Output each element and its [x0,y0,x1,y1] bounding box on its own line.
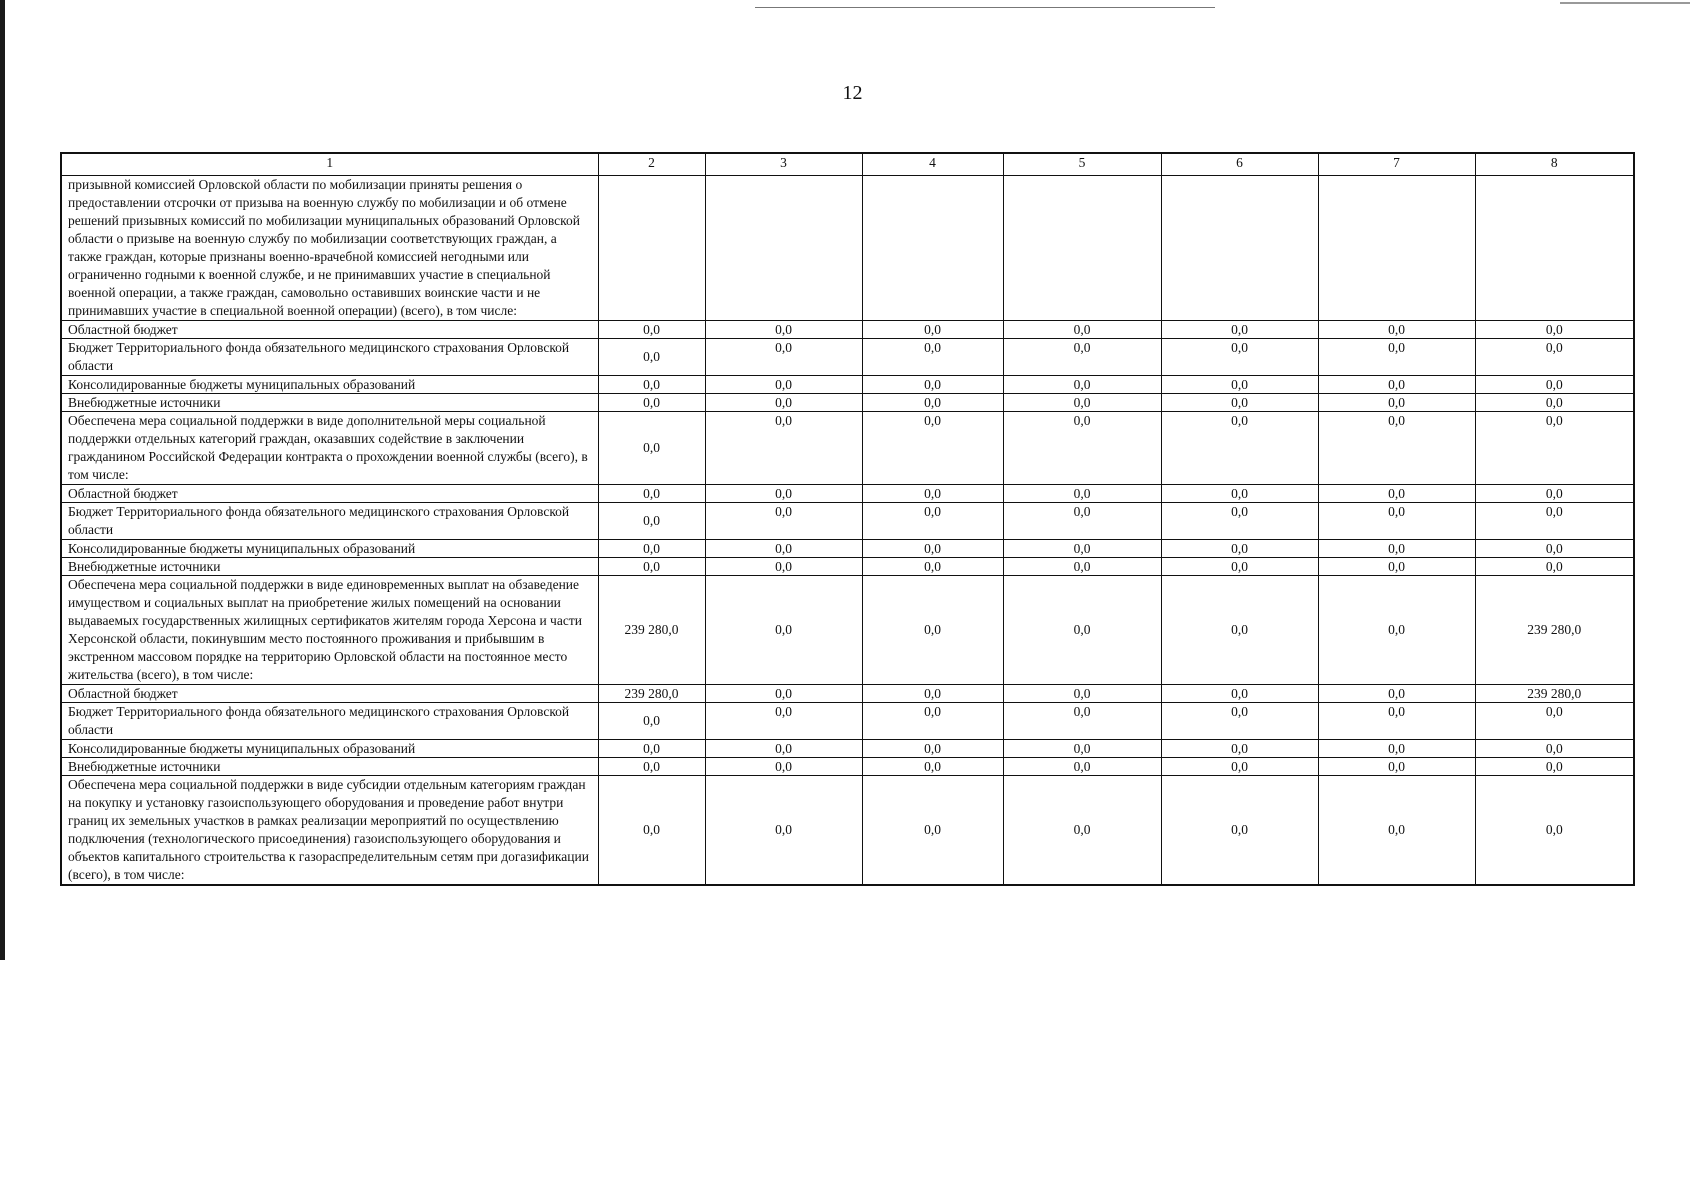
value-cell-col-5: 0,0 [1003,558,1161,576]
value-cell-col-8: 0,0 [1475,776,1634,886]
value-cell-col-4: 0,0 [862,740,1003,758]
table-row [61,558,1634,576]
value-cell-col-4: 0,0 [862,412,1003,485]
value-cell-col-8: 0,0 [1475,485,1634,503]
value-cell-col-8: 0,0 [1475,394,1634,412]
table-row [61,176,1634,321]
value-cell-col-2: 0,0 [598,376,705,394]
value-cell-col-2: 0,0 [598,758,705,776]
value-cell-col-4: 0,0 [862,558,1003,576]
table-row [61,685,1634,703]
value-cell-col-4: 0,0 [862,758,1003,776]
value-cell-col-6: 0,0 [1161,394,1318,412]
value-cell-col-4: 0,0 [862,321,1003,339]
table-body [61,176,1634,886]
value-cell-col-6: 0,0 [1161,339,1318,376]
value-cell-col-3: 0,0 [705,503,862,540]
value-cell-col-6: 0,0 [1161,558,1318,576]
value-cell-col-4: 0,0 [862,576,1003,685]
value-cell-col-6: 0,0 [1161,412,1318,485]
value-cell-col-8: 0,0 [1475,540,1634,558]
value-cell-col-5: 0,0 [1003,485,1161,503]
value-cell-col-2 [598,176,705,321]
row-description: Консолидированные бюджеты муниципальных образований [61,740,598,758]
table-row [61,394,1634,412]
value-cell-col-8: 0,0 [1475,376,1634,394]
value-cell-col-8: 239 280,0 [1475,576,1634,685]
row-description: Внебюджетные источники [61,558,598,576]
value-cell-col-5: 0,0 [1003,321,1161,339]
value-cell-col-4: 0,0 [862,376,1003,394]
value-cell-col-3: 0,0 [705,685,862,703]
value-cell-col-7: 0,0 [1318,412,1475,485]
value-cell-col-5: 0,0 [1003,576,1161,685]
table-row [61,503,1634,540]
value-cell-col-4: 0,0 [862,776,1003,886]
value-cell-col-2: 0,0 [598,776,705,886]
value-cell-col-3: 0,0 [705,321,862,339]
row-description: Областной бюджет [61,685,598,703]
value-cell-col-6 [1161,176,1318,321]
value-cell-col-3: 0,0 [705,558,862,576]
value-cell-col-8: 0,0 [1475,740,1634,758]
value-cell-col-4: 0,0 [862,540,1003,558]
row-description: Обеспечена мера социальной поддержки в виде дополнительной меры социальной поддержки отдельных категорий граждан, оказавших содействие в заключении гражданином Российской Федерации контракта о прохождении военной службы (всего), в том числе: [61,412,598,485]
value-cell-col-8: 0,0 [1475,758,1634,776]
value-cell-col-3: 0,0 [705,540,862,558]
value-cell-col-8: 0,0 [1475,321,1634,339]
value-cell-col-2: 239 280,0 [598,685,705,703]
value-cell-col-7: 0,0 [1318,576,1475,685]
row-description: Обеспечена мера социальной поддержки в виде субсидии отдельным категориям граждан на покупку и установку газоиспользующего оборудования и проведение работ внутри границ их земельных участков в рамках реализации мероприятий по осуществлению подключения (технологического присоединения) газоиспользующего оборудования и объектов капитального строительства к газораспределительным сетям при догазификации (всего), в том числе: [61,776,598,886]
value-cell-col-7: 0,0 [1318,376,1475,394]
value-cell-col-5: 0,0 [1003,376,1161,394]
budget-table [60,152,1635,886]
value-cell-col-7: 0,0 [1318,558,1475,576]
value-cell-col-6: 0,0 [1161,703,1318,740]
value-cell-col-2: 0,0 [598,703,705,740]
value-cell-col-7: 0,0 [1318,540,1475,558]
value-cell-col-3 [705,176,862,321]
value-cell-col-8: 0,0 [1475,503,1634,540]
table-row [61,376,1634,394]
value-cell-col-3: 0,0 [705,576,862,685]
value-cell-col-6: 0,0 [1161,540,1318,558]
table-row [61,703,1634,740]
value-cell-col-2: 0,0 [598,503,705,540]
row-description: призывной комиссией Орловской области по мобилизации приняты решения о предоставлении отсрочки от призыва на военную службу по мобилизации и об отмене решений призывных комиссий по мобилизации муниципальных образований Орловской области о призыве на военную службу по мобилизации соответствующих граждан, а также граждан, которые признаны военно-врачебной комиссией негодными или ограниченно годными к военной службе, и не принимавших участие в специальной военной операции, а также граждан, самовольно оставивших воинские части и не принимавших участие в специальной военной операции) (всего), в том числе: [61,176,598,321]
value-cell-col-5: 0,0 [1003,758,1161,776]
table-row [61,576,1634,685]
row-description: Консолидированные бюджеты муниципальных образований [61,540,598,558]
value-cell-col-5: 0,0 [1003,740,1161,758]
value-cell-col-7: 0,0 [1318,758,1475,776]
table-row [61,758,1634,776]
column-header: 6 [1161,153,1318,176]
value-cell-col-5: 0,0 [1003,703,1161,740]
column-header: 7 [1318,153,1475,176]
value-cell-col-3: 0,0 [705,412,862,485]
row-description: Бюджет Территориального фонда обязательного медицинского страхования Орловской области [61,503,598,540]
value-cell-col-2: 0,0 [598,540,705,558]
value-cell-col-8: 0,0 [1475,339,1634,376]
value-cell-col-5 [1003,176,1161,321]
value-cell-col-5: 0,0 [1003,685,1161,703]
value-cell-col-3: 0,0 [705,776,862,886]
value-cell-col-7: 0,0 [1318,740,1475,758]
value-cell-col-4: 0,0 [862,394,1003,412]
value-cell-col-2: 0,0 [598,412,705,485]
column-number-row [61,153,1634,176]
scan-top-line-right [1560,2,1690,4]
value-cell-col-2: 0,0 [598,394,705,412]
table-row [61,321,1634,339]
value-cell-col-5: 0,0 [1003,503,1161,540]
value-cell-col-3: 0,0 [705,740,862,758]
value-cell-col-6: 0,0 [1161,576,1318,685]
value-cell-col-2: 0,0 [598,740,705,758]
column-header: 5 [1003,153,1161,176]
value-cell-col-4: 0,0 [862,703,1003,740]
row-description: Бюджет Территориального фонда обязательного медицинского страхования Орловской области [61,703,598,740]
row-description: Внебюджетные источники [61,394,598,412]
value-cell-col-8: 0,0 [1475,558,1634,576]
table-row [61,776,1634,886]
value-cell-col-3: 0,0 [705,485,862,503]
value-cell-col-6: 0,0 [1161,376,1318,394]
row-description: Внебюджетные источники [61,758,598,776]
column-header: 1 [61,153,598,176]
value-cell-col-7: 0,0 [1318,394,1475,412]
table-row [61,339,1634,376]
table-row [61,485,1634,503]
value-cell-col-5: 0,0 [1003,412,1161,485]
column-header: 2 [598,153,705,176]
value-cell-col-5: 0,0 [1003,776,1161,886]
value-cell-col-3: 0,0 [705,376,862,394]
value-cell-col-6: 0,0 [1161,321,1318,339]
value-cell-col-8: 0,0 [1475,412,1634,485]
value-cell-col-2: 0,0 [598,339,705,376]
row-description: Областной бюджет [61,485,598,503]
row-description: Обеспечена мера социальной поддержки в виде единовременных выплат на обзаведение имуществом и социальных выплат на приобретение жилых помещений на основании выдаваемых государственных жилищных сертификатов жителям города Херсона и части Херсонской области, покинувшим место постоянного проживания и прибывшим в экстренном массовом порядке на территорию Орловской области на постоянное место жительства (всего), в том числе: [61,576,598,685]
scan-left-edge [0,0,5,960]
row-description: Бюджет Территориального фонда обязательного медицинского страхования Орловской области [61,339,598,376]
row-description: Областной бюджет [61,321,598,339]
value-cell-col-6: 0,0 [1161,758,1318,776]
table-row [61,740,1634,758]
value-cell-col-7: 0,0 [1318,776,1475,886]
column-header: 8 [1475,153,1634,176]
value-cell-col-4: 0,0 [862,485,1003,503]
value-cell-col-6: 0,0 [1161,776,1318,886]
value-cell-col-5: 0,0 [1003,540,1161,558]
value-cell-col-7: 0,0 [1318,503,1475,540]
column-header: 3 [705,153,862,176]
value-cell-col-2: 0,0 [598,558,705,576]
value-cell-col-8 [1475,176,1634,321]
value-cell-col-6: 0,0 [1161,740,1318,758]
value-cell-col-6: 0,0 [1161,503,1318,540]
value-cell-col-7: 0,0 [1318,703,1475,740]
value-cell-col-3: 0,0 [705,339,862,376]
page-number: 12 [842,82,863,104]
value-cell-col-6: 0,0 [1161,485,1318,503]
row-description: Консолидированные бюджеты муниципальных образований [61,376,598,394]
table-row [61,412,1634,485]
value-cell-col-2: 0,0 [598,321,705,339]
table-row [61,540,1634,558]
value-cell-col-4 [862,176,1003,321]
value-cell-col-7 [1318,176,1475,321]
value-cell-col-7: 0,0 [1318,321,1475,339]
value-cell-col-4: 0,0 [862,339,1003,376]
value-cell-col-3: 0,0 [705,758,862,776]
column-header: 4 [862,153,1003,176]
value-cell-col-3: 0,0 [705,703,862,740]
value-cell-col-6: 0,0 [1161,685,1318,703]
value-cell-col-4: 0,0 [862,503,1003,540]
value-cell-col-7: 0,0 [1318,339,1475,376]
value-cell-col-3: 0,0 [705,394,862,412]
value-cell-col-2: 0,0 [598,485,705,503]
value-cell-col-5: 0,0 [1003,339,1161,376]
value-cell-col-8: 0,0 [1475,703,1634,740]
value-cell-col-4: 0,0 [862,685,1003,703]
scan-top-line [755,7,1215,8]
value-cell-col-2: 239 280,0 [598,576,705,685]
value-cell-col-5: 0,0 [1003,394,1161,412]
value-cell-col-8: 239 280,0 [1475,685,1634,703]
value-cell-col-7: 0,0 [1318,685,1475,703]
value-cell-col-7: 0,0 [1318,485,1475,503]
